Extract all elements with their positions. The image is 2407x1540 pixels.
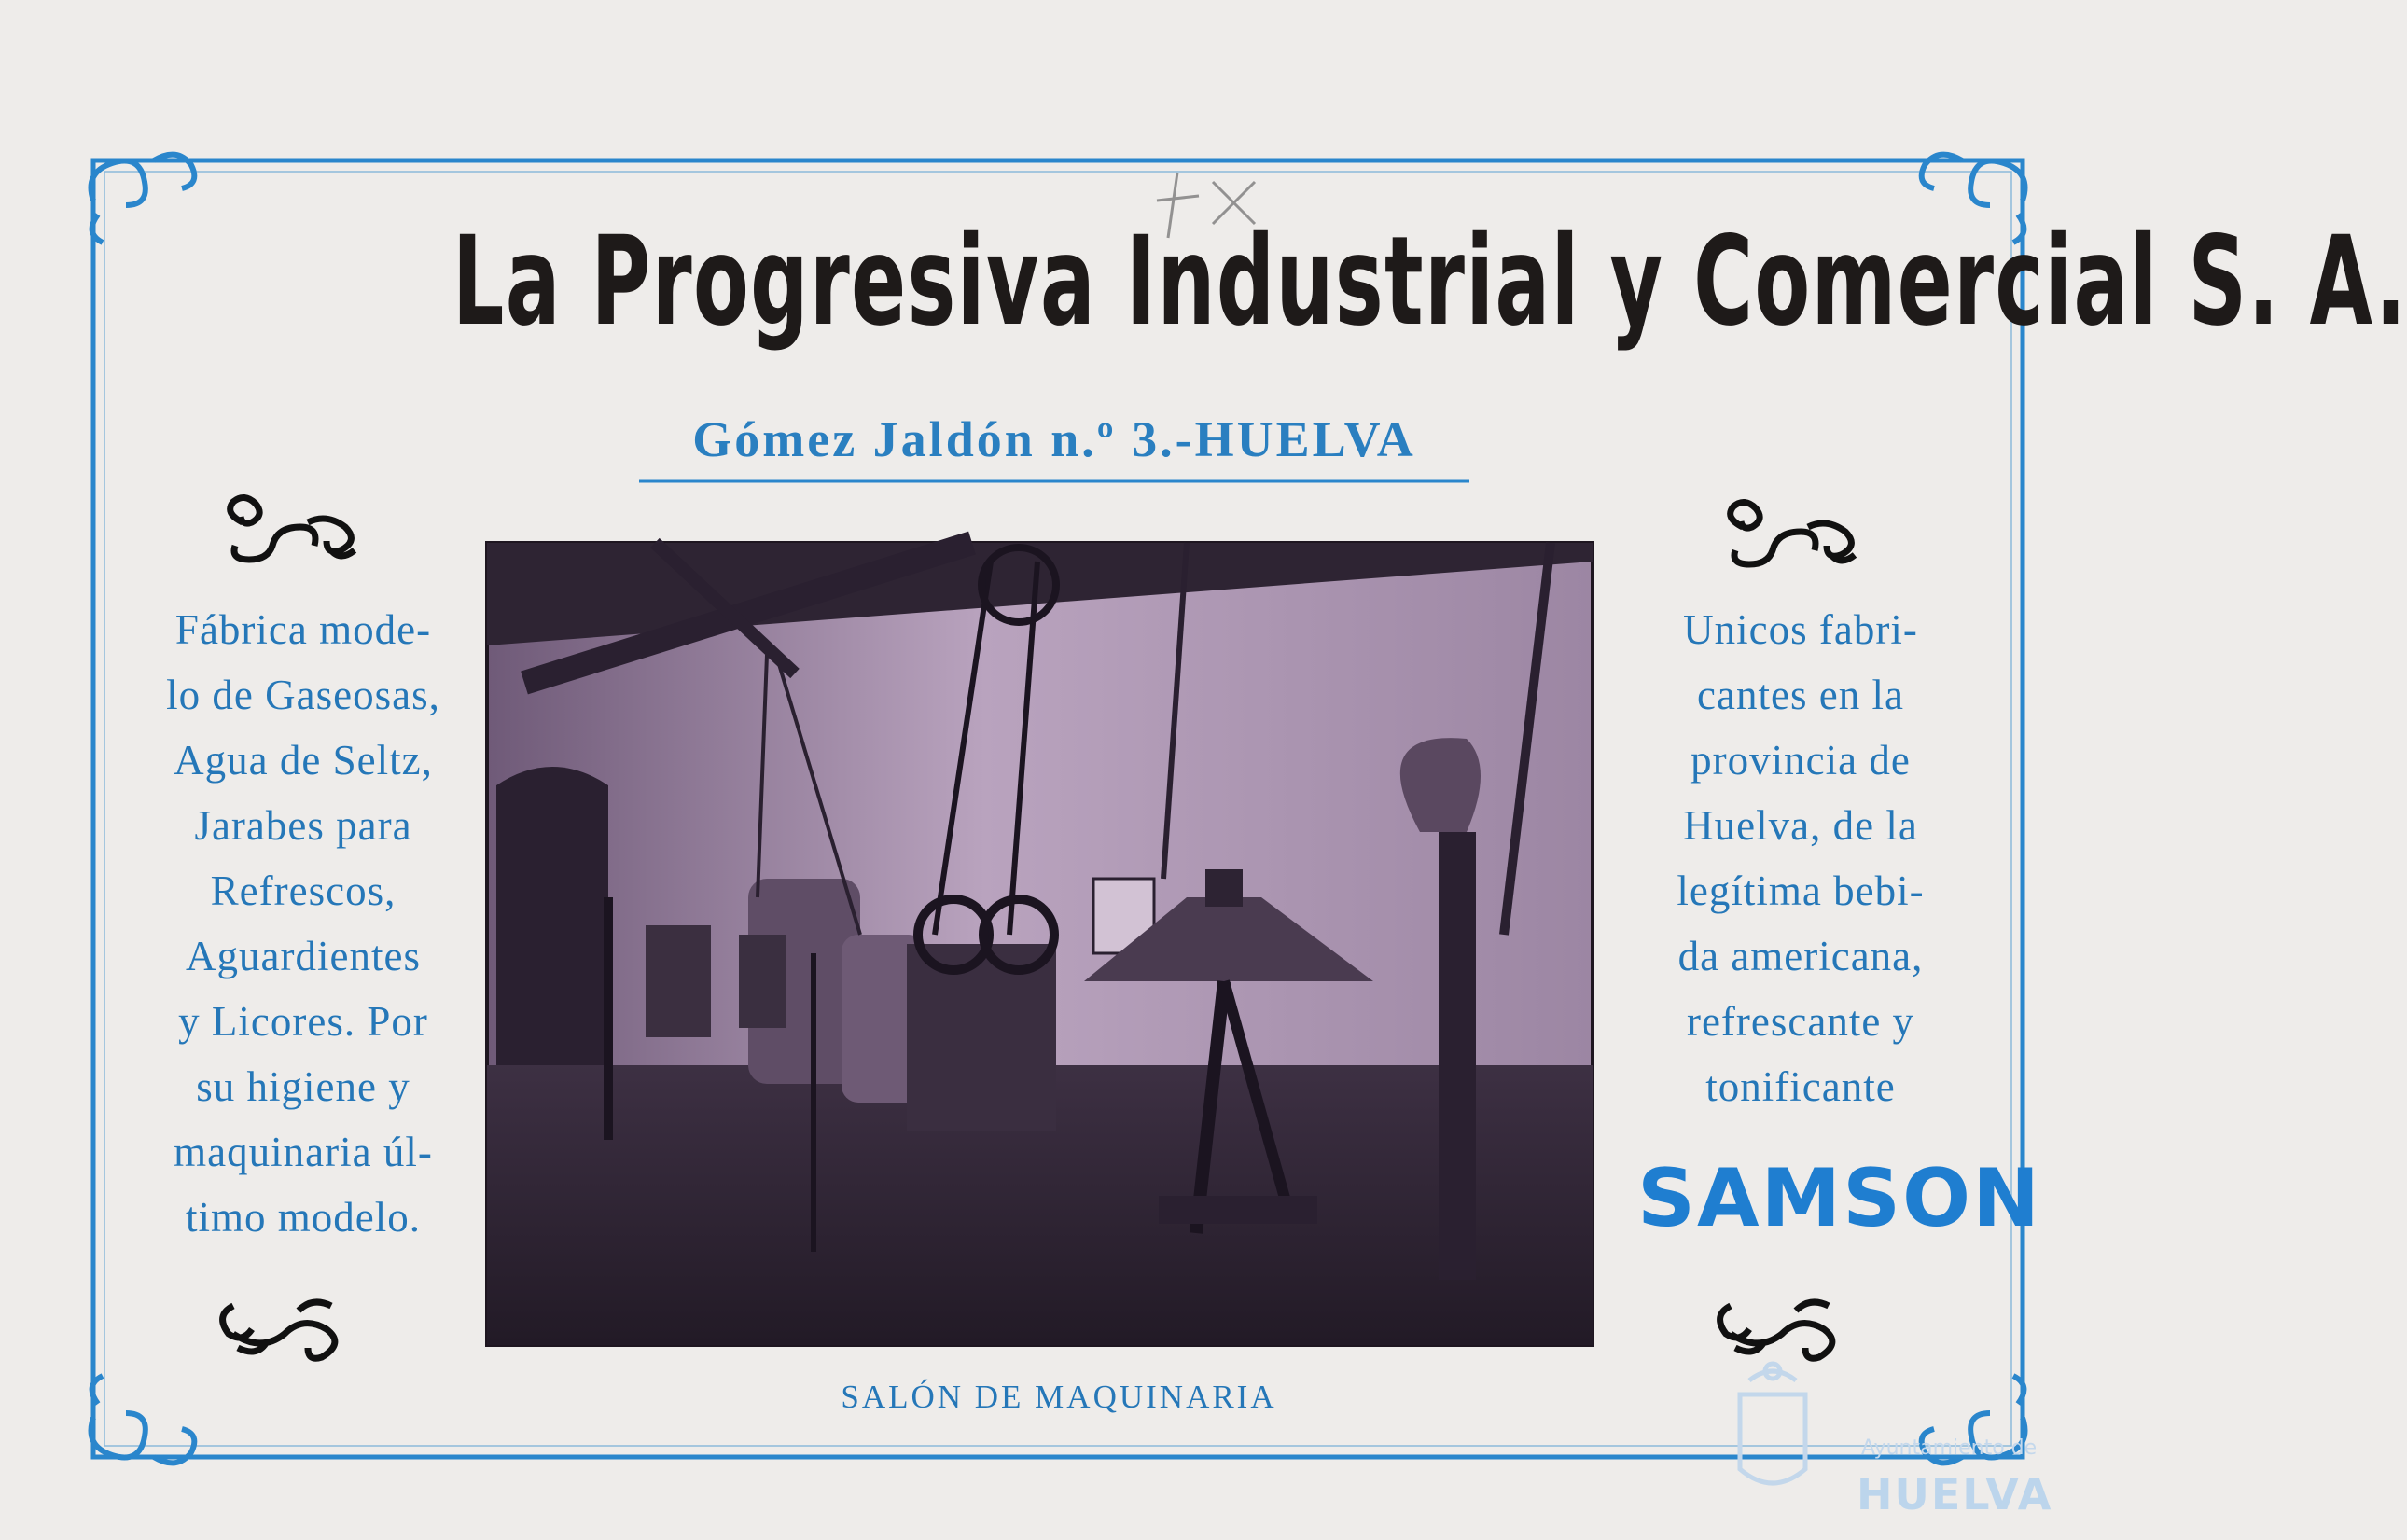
brand-name: SAMSON: [1637, 1152, 2042, 1245]
company-title: La Progresiva Industrial y Comercial S. A.: [452, 210, 2407, 354]
right-description: [1642, 597, 1959, 1119]
left-line: Refrescos,: [210, 867, 397, 914]
left-description: [140, 597, 466, 1250]
right-line: tonificante: [1705, 1063, 1896, 1110]
machinery-photo: [487, 543, 1593, 1345]
scroll-ornament-left-top: [230, 497, 355, 560]
watermark-subtitle: Ayuntamiento de: [1861, 1436, 2038, 1460]
right-line: refrescante y: [1686, 998, 1915, 1045]
scroll-ornament-right-bottom: [1720, 1302, 1832, 1358]
watermark-title: HUELVA: [1857, 1469, 2053, 1519]
right-line: da americana,: [1677, 933, 1924, 979]
corner-ornament-bottom-left: [91, 1376, 195, 1463]
scroll-ornament-left-bottom: [223, 1302, 335, 1358]
left-line: Jarabes para: [194, 802, 412, 849]
right-line: Unicos fabri-: [1683, 606, 1918, 653]
left-line: Agua de Seltz,: [174, 737, 433, 784]
photo-caption: SALÓN DE MAQUINARIA: [841, 1379, 1277, 1415]
left-line: lo de Gaseosas,: [166, 672, 440, 718]
company-address: Gómez Jaldón n.º 3.-HUELVA: [692, 411, 1416, 467]
right-line: cantes en la: [1697, 672, 1904, 718]
left-line: y Licores. Por: [178, 998, 428, 1045]
left-line: su higiene y: [196, 1063, 410, 1110]
scroll-ornament-right-top: [1731, 502, 1855, 564]
left-line: timo modelo.: [186, 1194, 421, 1241]
left-line: maquinaria úl-: [174, 1129, 433, 1175]
right-line: Huelva, de la: [1683, 802, 1918, 849]
left-line: Aguardientes: [186, 933, 421, 979]
right-line: provincia de: [1690, 737, 1911, 784]
left-line: Fábrica mode-: [174, 606, 432, 653]
right-line: legítima bebi-: [1677, 867, 1925, 914]
corner-ornament-top-left: [91, 155, 195, 243]
